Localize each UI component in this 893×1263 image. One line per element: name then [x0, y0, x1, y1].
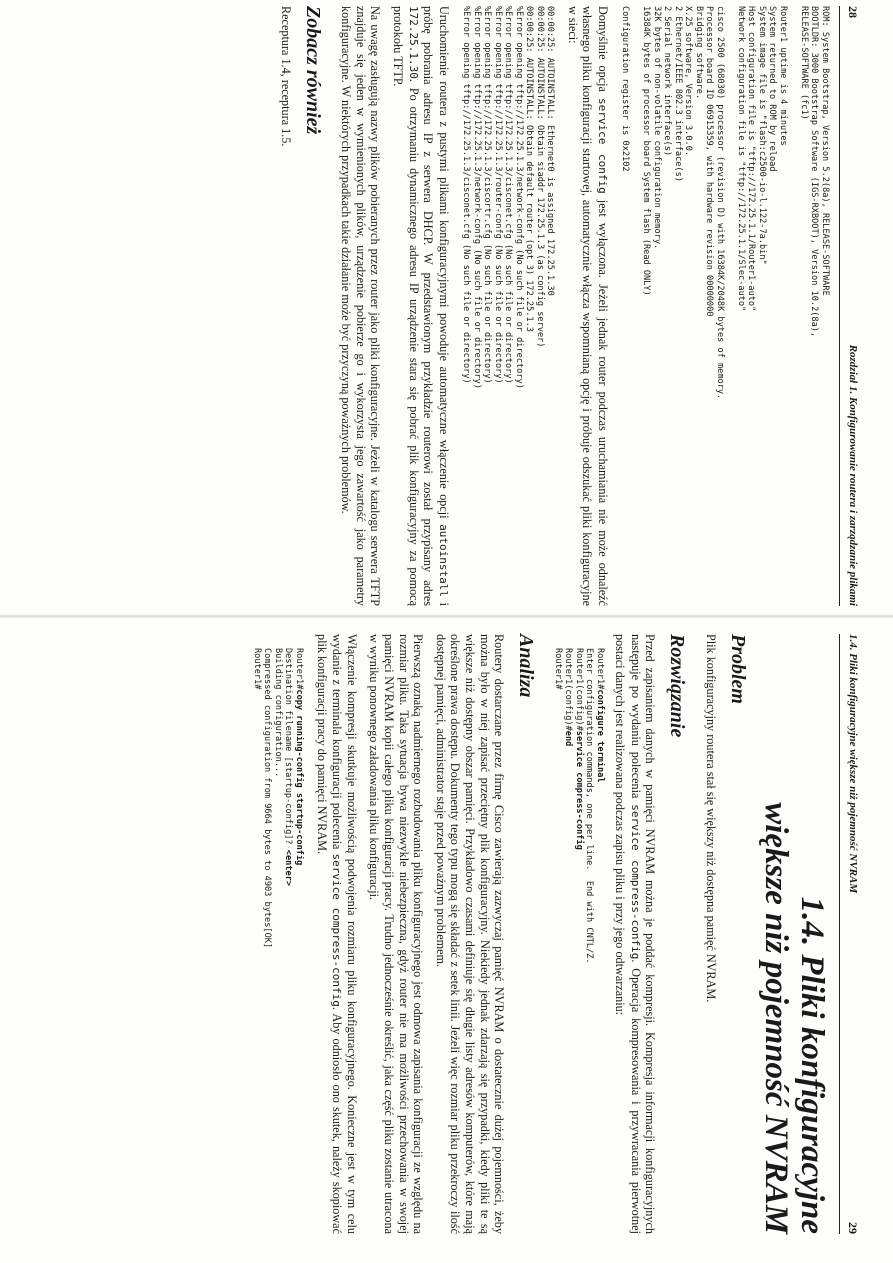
code-line: Bridging software. — [694, 6, 704, 100]
left-page-body — [278, 6, 830, 606]
running-head — [839, 634, 862, 1234]
code-line: Network configuration file is "tftp://172.25.1.1/Slec-auto" — [736, 6, 746, 312]
paragraph-file-names: Na uwagę zasługują nazwy plików pobieranych przez router jako pliki konfiguracyjne. Jeżeli w katalogu serwera TFTP znajduje się jeden w wymienionych plików, urządzenie pobierze go i wykorzysta jego zawartość jako parametry konfiguracyjne. W niektórych przypadkach takie działanie może być przyczyną poważnych problemów. — [339, 6, 383, 606]
code-line: %Error opening tftp://172.25.1.3/network-confg (No such file or directory) — [513, 6, 524, 389]
code-line: 32K bytes of non-volatile configuration memory. — [652, 6, 662, 250]
left-page — [112, 6, 862, 606]
right-page-body — [252, 634, 831, 1234]
right-page — [112, 634, 862, 1234]
chapter-title: 1.4. Pliki konfiguracyjne większe niż pojemność NVRAM — [758, 802, 830, 1234]
code-line: Processor board ID 06915359, with hardware revision 00000000 — [704, 6, 715, 317]
code-line: %Error opening tftp://172.25.1.3/cisconet.cfg (No such file or directory) — [461, 6, 472, 384]
code-line: Router1 uptime is 4 minutes — [778, 6, 788, 146]
see-also-text: Receptura 1.4, receptura 1.5. — [278, 6, 293, 147]
page-fold — [0, 614, 893, 619]
code-line: %Error opening tftp://172.25.1.3/router-confg (No such file or directory) — [492, 6, 503, 384]
code-line: 2 Serial network interface(s) — [662, 6, 673, 157]
page-number: 29 — [846, 1222, 860, 1234]
running-head — [839, 6, 862, 606]
code-line: RELEASE-SOFTWARE (fc1) — [799, 6, 809, 120]
problem-text: Plik konfiguracyjny routera stał się większy niż dostępna pamięć NVRAM. — [704, 634, 718, 1003]
code-line: %Error opening tftp://172.25.1.3/ciscortr.cfg (No such file or directory) — [482, 6, 493, 384]
running-head-title: Rozdział 1. Konfigurowanie routera i zarządzanie plikami — [847, 344, 859, 606]
paragraph-autoinstall: Uruchomienie routera z pustymi plikami konfiguracyjnymi powoduje automatyczne włączenie opcji autoinstall i próbę pobrania adresu IP z serwera DHCP. W przedstawionym przykładzie routerowi został przypisany adres 172.25.1.30. Po otrzymaniu dynamicznego adresu IP urządzenie stara się pobrać plik konfiguracyjny za pomocą protokołu TFTP. — [390, 6, 451, 607]
code-line: 2 Ethernet/IEEE 802.3 interface(s) — [673, 6, 683, 182]
code-line: Configuration register is 0x2102 — [620, 6, 631, 172]
code-line: X.25 software, Version 3.0.0. — [683, 6, 694, 157]
analysis-paragraph-1: Routery dostarczane przez firmę Cisco zawierają zazwyczaj pamięć NVRAM o dostatecznie dużej pojemności, żeby można było w niej zapisać przeciętny plik konfiguracyjny. Niekiedy jednak zdarzają się przypadki, kiedy pliki te są większe niż dostępny obszar pamięci. Przykładowo czasami definiuje się długie listy adresów komputerów, które mają określone prawa dostępu. Dokumenty tego typu mogą się składać z setek linii. Jeżeli więc rozmiar pliku przekroczy ilość dostępnej pamięci, administrator staje przed poważnym problemem. — [433, 634, 507, 1234]
paragraph-service-config: Domyślnie opcja service config jest wyłączona. Jeżeli jednak router podczas uruchamiania nie może odnaleźć własnego pliku konfiguracji startowej, automatycznie włącza wspomnianą opcję i próbuje odszukać pliki konfiguracyjne w sieci: — [565, 6, 610, 606]
code-line: cisco 2500 (68030) processor (revision D) with 16384K/2048K bytes of memory. — [715, 6, 725, 400]
code-line: Host configuration file is "tftp://172.25.1.1/Router1-auto" — [746, 6, 757, 312]
page-number: 28 — [846, 6, 860, 18]
code-line: 00:00:25: AUTOINSTALL: Ethernet0 is assigned 172.25.1.30 — [545, 6, 556, 296]
analysis-paragraph-3: Włączenie kompresji skutkuje możliwością podwojenia rozmiaru pliku konfiguracyjnego. Konieczne jest w tym celu wydanie z terminala konfiguracji polecenia service compress-config. Aby odniosło ono skutek, należy skopiować plik konfiguracji pracy do pamięci NVRAM. — [314, 634, 359, 1234]
code-line: ROM: System Bootstrap, Version 5.2(8a), RELEASE-SOFTWARE — [820, 6, 830, 296]
code-line: 16384K bytes of processor board System flash (Read ONLY) — [641, 6, 652, 296]
code-line: System image file is "flash:c2500-io-l.122-7a.bin" — [757, 6, 767, 265]
solution-text: Przed zapisaniem danych w pamięci NVRAM można je poddać kompresji. Kompresja informacji konfiguracyjnych następuje po wydaniu polecenia service compress-config. Operacja kompresowania i przywracania pierwotnej postaci danych jest realizowana podczas zapisu pliku i przy jego odtwarzaniu: — [613, 634, 658, 1234]
solution-heading: Rozwiązanie — [666, 634, 689, 738]
see-also-heading: Zobacz również — [301, 6, 324, 135]
code-line: BOOTLDR: 3000 Bootstrap Software (IGS-RXBOOT), Version 10.2(8a), — [809, 6, 820, 338]
code-terminal: Router1#configure terminal Enter configuration commands, one per line. End with CNTL/Z. Router1(config)#service compress-config Router1(config)#end Router1# — [552, 648, 605, 964]
problem-heading: Problem — [727, 634, 749, 704]
code-line: 00:00:25: AUTOINSTALL: Obtain siaddr 172.25.1.3 (as config server) — [534, 6, 545, 348]
code-boot-output — [620, 6, 830, 606]
analysis-heading: Analiza — [515, 634, 538, 698]
code-line: 00:00:25: AUTOINSTALL: Obtain default router (opt 3) 172.25.1.3 — [524, 6, 535, 332]
code-autoinstall-output — [461, 6, 556, 606]
code-line: %Error opening tftp://172.25.1.3/cisconet.cfg (No such file or directory) — [503, 6, 514, 384]
code-copy-config: Router1#copy running-config startup-config Destination filename [startup-config]? <enter> Building configuration... Compressed configuration from 9664 bytes to 4903 bytes[OK] Router1# — [252, 648, 304, 949]
analysis-paragraph-2: Pierwszą oznaką nadmiernego rozbudowania pliku konfiguracyjnego jest odmowa zapisania konfiguracji ze względu na rozmiar pliku. Taka sytuacja bywa niezwykle niebezpieczna, gdyż router nie ma możliwości przechowania w swojej pamięci NVRAM kopii całego pliku konfiguracji pracy. Trudno jednocześnie określić, jaka część pliku zostanie utracona w wyniku ponownego załadowania pliku konfiguracji. — [367, 634, 426, 1234]
code-line: System returned to ROM by reload — [767, 6, 778, 172]
code-line: %Error opening tftp://172.25.1.3/network-confg (No such file or directory) — [471, 6, 482, 389]
running-head-title: 1.4. Pliki konfiguracyjne większe niż pojemność NVRAM — [847, 634, 859, 894]
